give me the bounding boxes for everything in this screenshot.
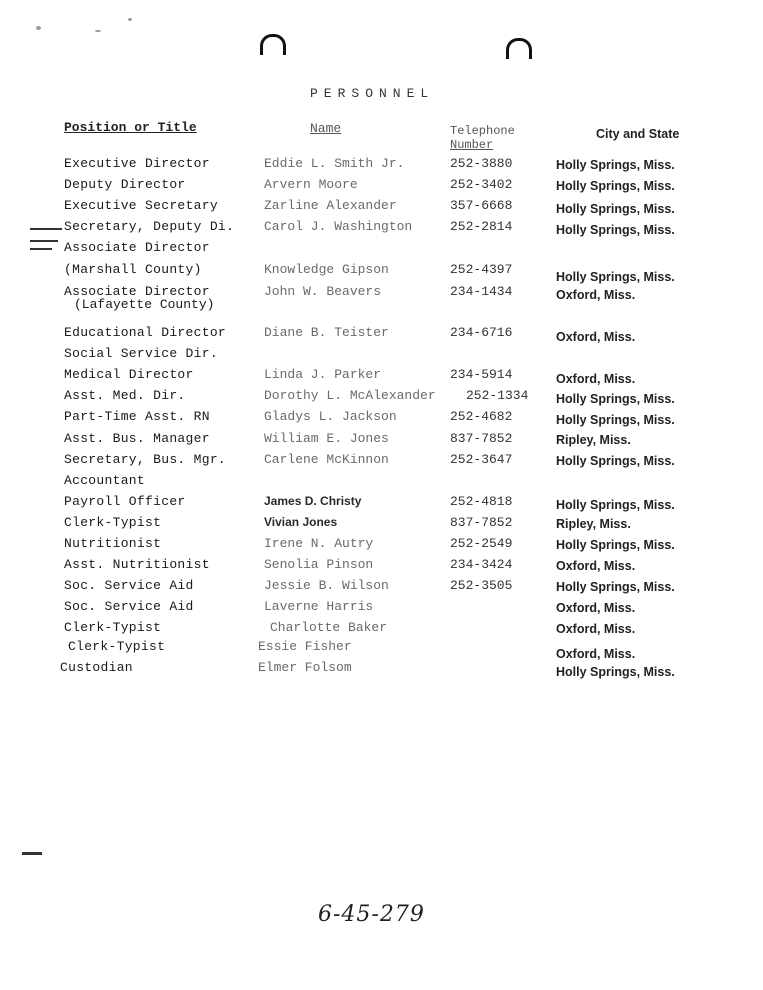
position-cell: Soc. Service Aid — [64, 578, 194, 593]
table-row — [0, 177, 763, 197]
page-title: PERSONNEL — [310, 86, 435, 101]
telephone-cell: 252-3647 — [450, 452, 513, 467]
position-cell: Asst. Bus. Manager — [64, 431, 210, 446]
position-cell: Asst. Nutritionist — [64, 557, 210, 572]
table-row — [0, 660, 763, 680]
position-cell: Payroll Officer — [64, 494, 186, 509]
pen-mark — [22, 852, 42, 855]
position-cell: Executive Secretary — [64, 198, 218, 213]
telephone-cell: 252-4397 — [450, 262, 513, 277]
telephone-cell: 234-5914 — [450, 367, 513, 382]
telephone-cell: 252-2549 — [450, 536, 513, 551]
table-row — [0, 262, 763, 282]
header-name: Name — [310, 121, 342, 136]
position-cell: Associate Director — [64, 240, 210, 255]
city-cell: Oxford, Miss. — [556, 622, 636, 636]
telephone-cell: 252-3880 — [450, 156, 513, 171]
name-cell: Linda J. Parker — [264, 367, 382, 382]
city-cell: Holly Springs, Miss. — [556, 454, 675, 468]
name-cell: Elmer Folsom — [258, 660, 352, 675]
table-row — [0, 346, 763, 366]
table-row — [0, 557, 763, 577]
position-cell: Clerk-Typist — [64, 620, 162, 635]
table-row — [0, 578, 763, 598]
name-cell: William E. Jones — [264, 431, 389, 446]
table-row — [0, 219, 763, 239]
position-cell: (Marshall County) — [64, 262, 202, 277]
telephone-cell: 252-4682 — [450, 409, 513, 424]
city-cell: Holly Springs, Miss. — [556, 158, 675, 172]
scan-speck — [128, 18, 132, 21]
position-cell: Soc. Service Aid — [64, 599, 194, 614]
table-row — [0, 599, 763, 619]
name-cell: Irene N. Autry — [264, 536, 374, 551]
city-cell: Holly Springs, Miss. — [556, 392, 675, 406]
table-row — [0, 515, 763, 535]
position-cell: Asst. Med. Dir. — [64, 388, 186, 403]
position-cell: Executive Director — [64, 156, 210, 171]
table-row — [0, 639, 763, 659]
telephone-cell: 234-6716 — [450, 325, 513, 340]
table-row — [0, 198, 763, 218]
telephone-cell: 252-3402 — [450, 177, 513, 192]
city-cell: Holly Springs, Miss. — [556, 580, 675, 594]
table-row — [0, 494, 763, 514]
header-city-state: City and State — [596, 127, 680, 141]
position-cell: Part-Time Asst. RN — [64, 409, 210, 424]
telephone-cell: 234-1434 — [450, 284, 513, 299]
city-cell: Ripley, Miss. — [556, 433, 631, 447]
position-cell: Educational Director — [64, 325, 227, 340]
name-cell: Essie Fisher — [258, 639, 352, 654]
table-row — [0, 156, 763, 176]
city-cell: Holly Springs, Miss. — [556, 202, 675, 216]
table-row — [0, 620, 763, 640]
telephone-cell: 837-7852 — [450, 431, 513, 446]
city-cell: Holly Springs, Miss. — [556, 665, 675, 679]
punch-hole-right — [506, 38, 532, 59]
name-cell: Jessie B. Wilson — [264, 578, 389, 593]
header-telephone-number: Number — [450, 138, 494, 152]
position-cell: Secretary, Bus. Mgr. — [64, 452, 227, 467]
table-row — [0, 536, 763, 556]
table-row — [0, 240, 763, 260]
table-row — [0, 431, 763, 451]
telephone-cell: 837-7852 — [450, 515, 513, 530]
city-cell: Holly Springs, Miss. — [556, 179, 675, 193]
position-subline: (Lafayette County) — [74, 297, 215, 312]
table-row — [0, 367, 763, 387]
name-cell: John W. Beavers — [264, 284, 382, 299]
table-row — [0, 409, 763, 429]
name-cell: Gladys L. Jackson — [264, 409, 397, 424]
name-cell: Charlotte Baker — [270, 620, 388, 635]
name-cell: Dorothy L. McAlexander — [264, 388, 436, 403]
scan-speck — [95, 30, 101, 32]
city-cell: Holly Springs, Miss. — [556, 538, 675, 552]
telephone-cell: 234-3424 — [450, 557, 513, 572]
name-cell: Carlene McKinnon — [264, 452, 389, 467]
city-cell: Oxford, Miss. — [556, 559, 636, 573]
city-cell: Oxford, Miss. — [556, 372, 636, 386]
telephone-cell: 252-2814 — [450, 219, 513, 234]
city-cell: Holly Springs, Miss. — [556, 223, 675, 237]
city-cell: Ripley, Miss. — [556, 517, 631, 531]
city-cell: Holly Springs, Miss. — [556, 413, 675, 427]
name-cell: Arvern Moore — [264, 177, 358, 192]
position-cell: Accountant — [64, 473, 146, 488]
header-telephone: Telephone — [450, 124, 515, 138]
telephone-cell: 252-4818 — [450, 494, 513, 509]
name-cell: Carol J. Washington — [264, 219, 413, 234]
name-cell: Laverne Harris — [264, 599, 374, 614]
position-cell: Clerk-Typist — [68, 639, 166, 654]
name-cell: Zarline Alexander — [264, 198, 397, 213]
name-cell: James D. Christy — [264, 494, 362, 508]
name-cell: Senolia Pinson — [264, 557, 374, 572]
telephone-cell: 252-1334 — [466, 388, 529, 403]
city-cell: Oxford, Miss. — [556, 601, 636, 615]
position-cell: Deputy Director — [64, 177, 186, 192]
table-row — [0, 325, 763, 345]
position-cell: Medical Director — [64, 367, 194, 382]
table-row — [0, 388, 763, 408]
telephone-cell: 252-3505 — [450, 578, 513, 593]
header-position: Position or Title — [64, 120, 197, 135]
position-cell: Social Service Dir. — [64, 346, 218, 361]
table-row — [0, 452, 763, 472]
name-cell: Diane B. Teister — [264, 325, 389, 340]
city-cell: Oxford, Miss. — [556, 647, 636, 661]
scan-speck — [36, 26, 41, 30]
position-cell: Custodian — [60, 660, 133, 675]
position-cell: Clerk-Typist — [64, 515, 162, 530]
city-cell: Oxford, Miss. — [556, 330, 636, 344]
position-cell: Secretary, Deputy Di. — [64, 219, 235, 234]
document-number: 6-45-279 — [318, 902, 425, 927]
telephone-cell: 357-6668 — [450, 198, 513, 213]
city-cell: Holly Springs, Miss. — [556, 270, 675, 284]
table-row — [0, 473, 763, 493]
city-cell: Holly Springs, Miss. — [556, 498, 675, 512]
name-cell: Vivian Jones — [264, 515, 338, 529]
punch-hole-left — [260, 34, 286, 55]
name-cell: Eddie L. Smith Jr. — [264, 156, 405, 171]
name-cell: Knowledge Gipson — [264, 262, 389, 277]
position-cell: Nutritionist — [64, 536, 162, 551]
position-cell: Associate Director — [64, 284, 210, 299]
city-cell: Oxford, Miss. — [556, 288, 636, 302]
